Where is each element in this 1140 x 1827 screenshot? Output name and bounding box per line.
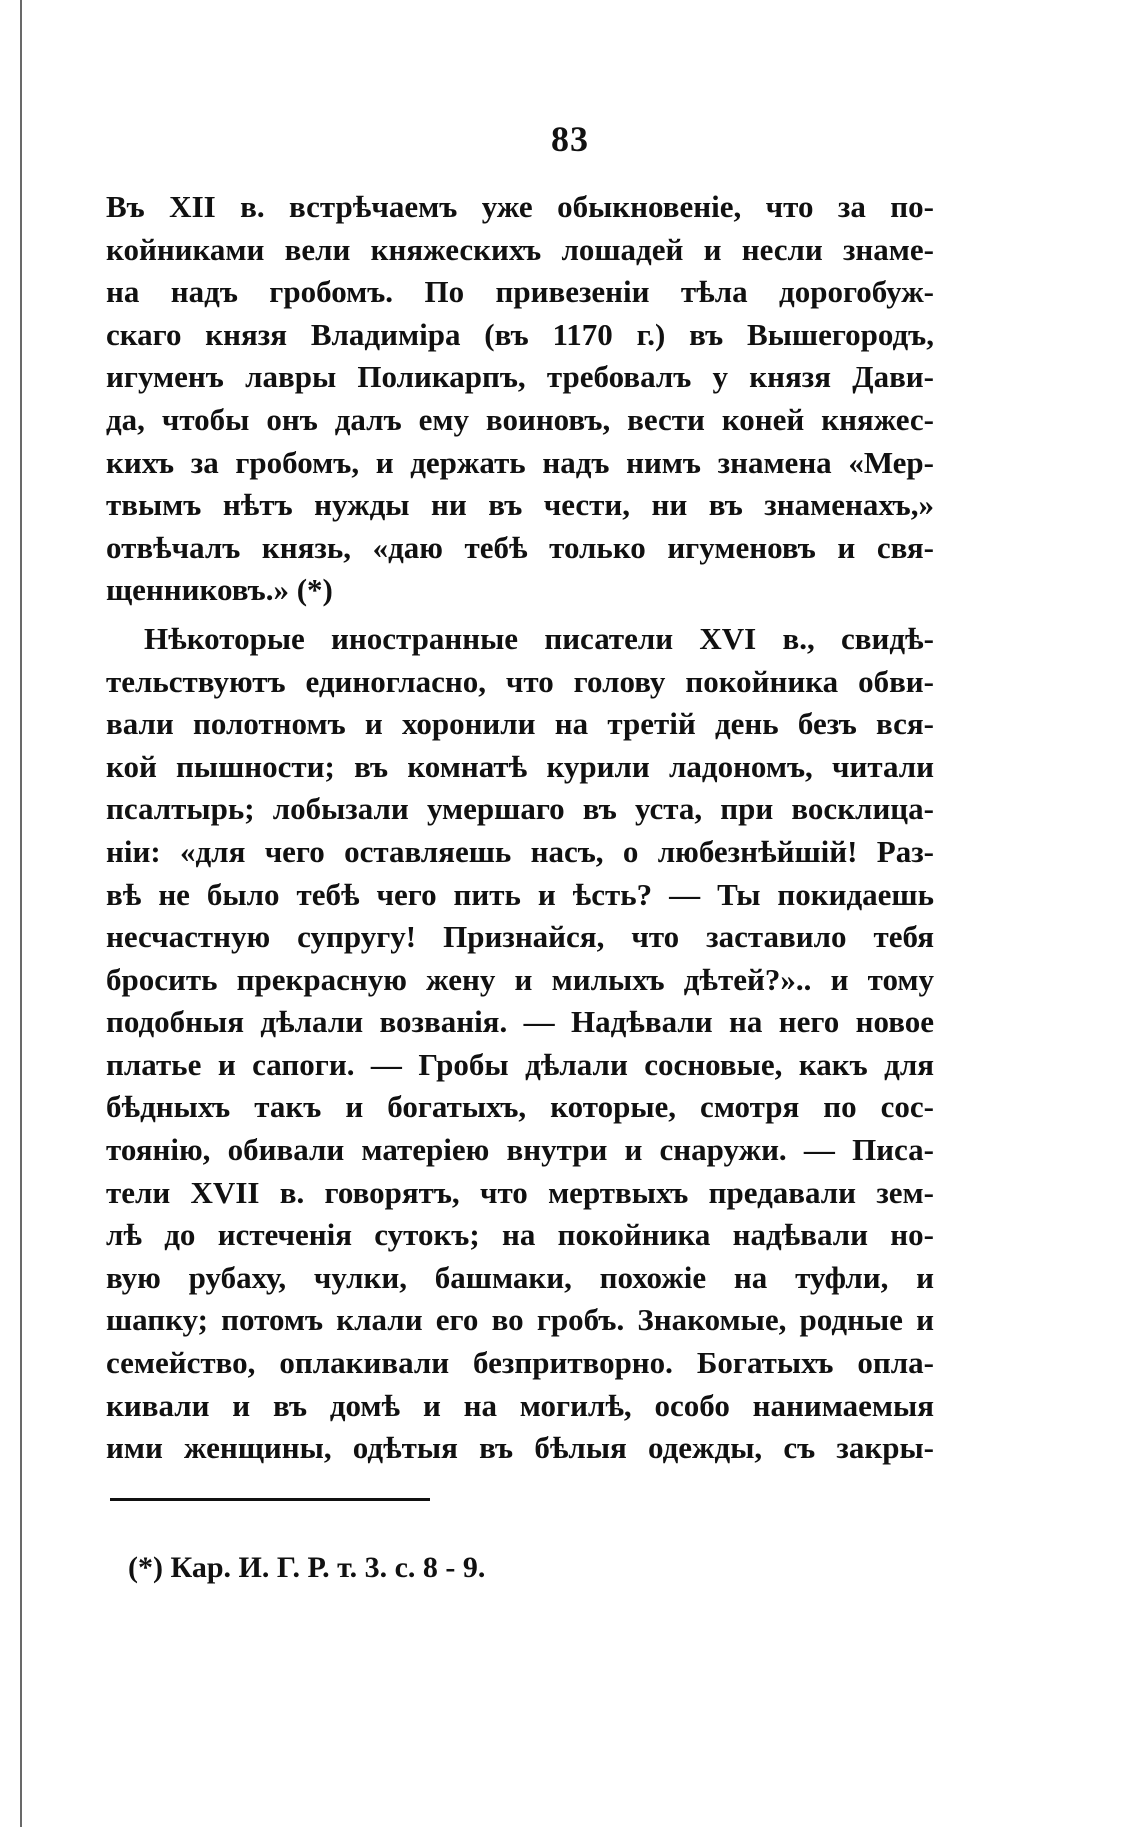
text-line: семейство, оплакивали безпритворно. Богатыхъ опла- (106, 1345, 934, 1381)
text-line: бѣдныхъ такъ и богатыхъ, которые, смотря по сос- (106, 1089, 934, 1125)
text-line: псалтырь; лобызали умершаго въ уста, при восклица- (106, 791, 934, 827)
text-line: игуменъ лавры Поликарпъ, требовалъ у князя Дави- (106, 359, 934, 395)
text-line: кивали и въ домѣ и на могилѣ, особо нанимаемыя (106, 1387, 934, 1423)
text-line: ими женщины, одѣтыя въ бѣлыя одежды, съ закры- (106, 1430, 934, 1466)
text-line: вую рубаху, чулки, башмаки, похожіе на туфли, и (106, 1259, 934, 1295)
text-line: щенниковъ.» (*) (106, 572, 333, 608)
page-number: 83 (551, 119, 589, 159)
text-line: несчастную супругу! Признайся, что заставило тебя (106, 919, 934, 955)
paragraph (106, 618, 934, 1470)
text-line: Нѣкоторые иностранные писатели XVI в., свидѣ- (144, 620, 934, 656)
text-line: отвѣчалъ князь, «даю тебѣ только игуменовъ и свя- (106, 529, 934, 565)
text-line: тельствуютъ единогласно, что голову покойника обви- (106, 663, 934, 699)
paragraph (106, 186, 934, 612)
text-line: ніи: «для чего оставляешь насъ, о любезнѣйшій! Раз- (106, 833, 934, 869)
footnote-rule (110, 1498, 430, 1501)
page-edge (20, 0, 22, 1827)
text-line: лѣ до истеченія сутокъ; на покойника надѣвали но- (106, 1217, 934, 1253)
text-line: шапку; потомъ клали его во гробъ. Знакомые, родные и (106, 1302, 934, 1338)
text-line: вѣ не было тебѣ чего пить и ѣсть? — Ты покидаешь (106, 876, 934, 912)
text-line: кихъ за гробомъ, и держать надъ нимъ знамена «Мер- (106, 444, 934, 480)
text-line: да, чтобы онъ далъ ему воиновъ, вести коней княжес- (106, 401, 934, 437)
text-line: на надъ гробомъ. По привезеніи тѣла дорогобуж- (106, 274, 934, 310)
text-line: койниками вели княжескихъ лошадей и несли знаме- (106, 231, 934, 267)
text-line: подобныя дѣлали возванія. — Надѣвали на него новое (106, 1004, 934, 1040)
text-line: тели XVII в. говорятъ, что мертвыхъ предавали зем- (106, 1174, 934, 1210)
text-line: скаго князя Владиміра (въ 1170 г.) въ Вышегородъ, (106, 316, 934, 352)
text-line: бросить прекрасную жену и милыхъ дѣтей?».. и тому (106, 961, 934, 997)
body-text (106, 186, 934, 1470)
text-line: Въ XII в. встрѣчаемъ уже обыкновеніе, что за по- (106, 189, 934, 224)
text-line: вали полотномъ и хоронили на третій день безъ вся- (106, 706, 934, 742)
footnote: (*) Кар. И. Г. Р. т. 3. с. 8 - 9. (128, 1551, 486, 1584)
text-line: платье и сапоги. — Гробы дѣлали сосновые, какъ для (106, 1046, 934, 1082)
text-line: кой пышности; въ комнатѣ курили ладономъ, читали (106, 748, 934, 784)
text-line: тоянію, обивали матеріею внутри и снаружи. — Писа- (106, 1132, 934, 1168)
text-line: твымъ нѣтъ нужды ни въ чести, ни въ знаменахъ,» (106, 487, 934, 523)
